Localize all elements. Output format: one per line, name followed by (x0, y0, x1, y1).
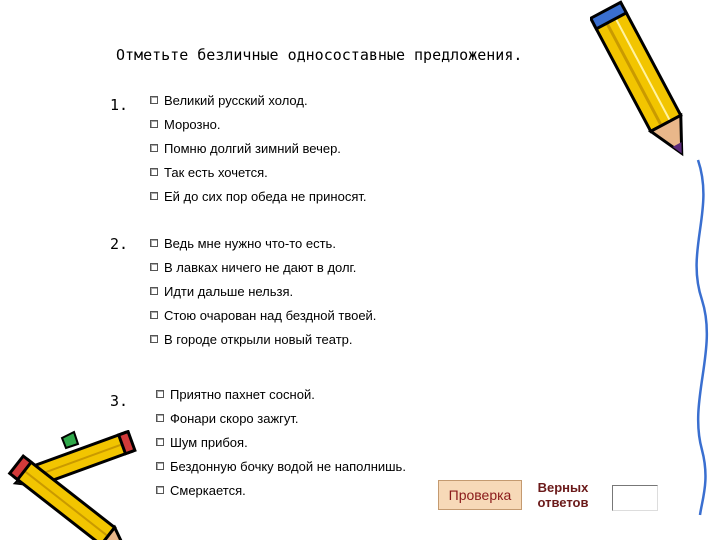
checkbox-icon[interactable] (150, 96, 158, 104)
crossed-pencils-icon (0, 430, 150, 540)
question-3-number: 3. (110, 392, 129, 410)
option-label: Помню долгий зимний вечер. (164, 140, 341, 156)
checkbox-icon[interactable] (156, 390, 164, 398)
checkbox-icon[interactable] (156, 438, 164, 446)
checkbox-icon[interactable] (150, 311, 158, 319)
pencil-icon (590, 0, 720, 520)
q3-option-1[interactable] (156, 384, 315, 404)
checkbox-icon[interactable] (150, 263, 158, 271)
option-label: Шум прибоя. (170, 434, 248, 450)
q1-option-1[interactable] (150, 90, 308, 110)
checkbox-icon[interactable] (156, 462, 164, 470)
checkbox-icon[interactable] (150, 144, 158, 152)
q3-option-4[interactable] (156, 456, 406, 476)
q2-option-4[interactable] (150, 305, 376, 325)
correct-label-line-2: ответов (537, 495, 589, 510)
q1-option-3[interactable] (150, 138, 341, 158)
option-label: Приятно пахнет сосной. (170, 386, 315, 402)
option-label: Бездонную бочку водой не наполнишь. (170, 458, 406, 474)
q2-option-1[interactable] (150, 233, 336, 253)
option-label: Великий русский холод. (164, 92, 308, 108)
checkbox-icon[interactable] (150, 239, 158, 247)
q3-option-3[interactable] (156, 432, 248, 452)
option-label: Стою очарован над бездной твоей. (164, 307, 377, 323)
check-button[interactable]: Проверка (438, 480, 522, 510)
checkbox-icon[interactable] (156, 486, 164, 494)
q2-option-3[interactable] (150, 281, 293, 301)
q2-option-5[interactable] (150, 329, 353, 349)
option-label: Морозно. (164, 116, 221, 132)
checkbox-icon[interactable] (150, 335, 158, 343)
correct-answers-label (532, 480, 594, 510)
q3-option-5[interactable] (156, 480, 246, 500)
correct-label-line-1: Верных (537, 480, 589, 495)
option-label: Ей до сих пор обеда не приносят. (164, 188, 367, 204)
option-label: Идти дальше нельзя. (164, 283, 294, 299)
option-label: В лавках ничего не дают в долг. (164, 259, 357, 275)
checkbox-icon[interactable] (150, 287, 158, 295)
checkbox-icon[interactable] (156, 414, 164, 422)
q1-option-2[interactable] (150, 114, 221, 134)
option-label: Смеркается. (170, 482, 246, 498)
question-1-number: 1. (110, 96, 129, 114)
page-title: Отметьте безличные односоставные предложения. (116, 46, 523, 64)
question-2-number: 2. (110, 235, 129, 253)
option-label: Ведь мне нужно что-то есть. (164, 235, 336, 251)
checkbox-icon[interactable] (150, 120, 158, 128)
option-label: В городе открыли новый театр. (164, 331, 353, 347)
checkbox-icon[interactable] (150, 168, 158, 176)
q1-option-5[interactable] (150, 186, 366, 206)
q1-option-4[interactable] (150, 162, 268, 182)
checkbox-icon[interactable] (150, 192, 158, 200)
q3-option-2[interactable] (156, 408, 299, 428)
option-label: Так есть хочется. (164, 164, 268, 180)
option-label: Фонари скоро зажгут. (170, 410, 299, 426)
q2-option-2[interactable] (150, 257, 356, 277)
